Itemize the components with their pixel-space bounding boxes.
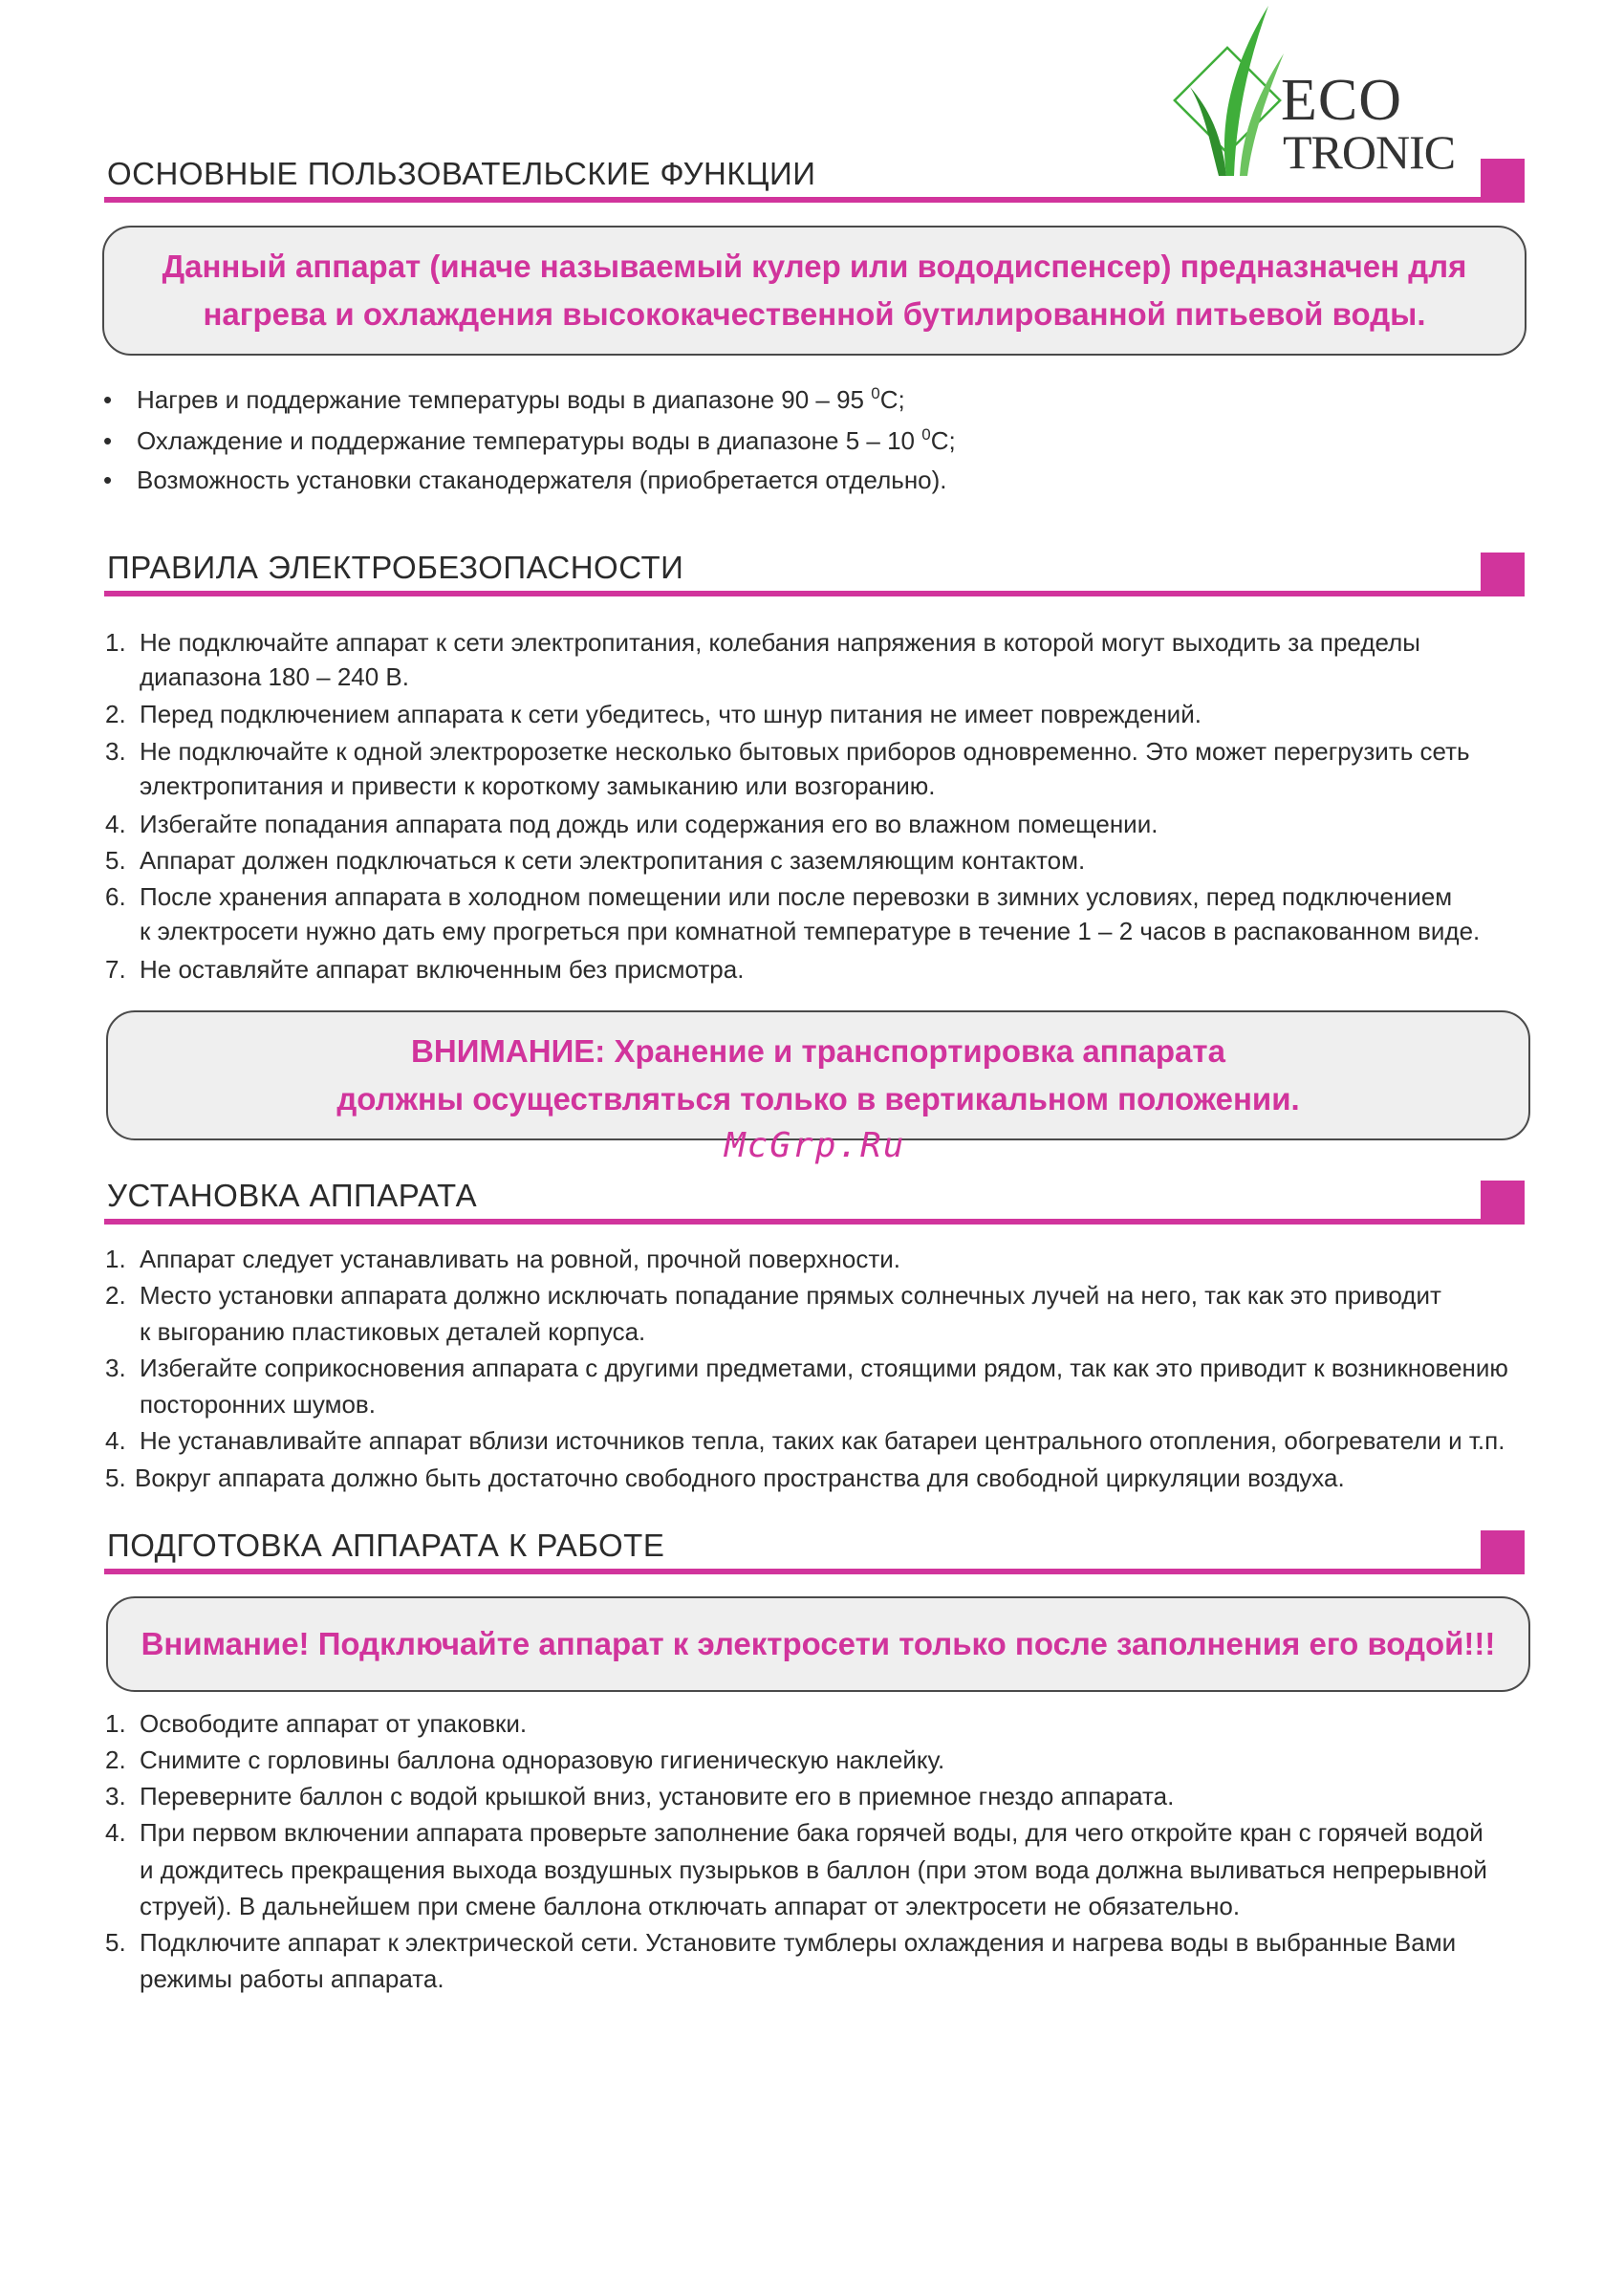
list-item-line: Аппарат должен подключаться к сети электропитания с заземляющим контактом. — [140, 846, 1086, 875]
section-title: УСТАНОВКА АППАРАТА — [107, 1178, 478, 1213]
list-item-line: к выгоранию пластиковых деталей корпуса. — [140, 1317, 646, 1346]
section-header-functions — [104, 153, 1525, 203]
list-item-line: к электросети нужно дать ему прогреться при комнатной температуре в течение 1 – 2 часов в распакованном виде. — [140, 917, 1481, 945]
item-number: 1. — [105, 628, 126, 657]
list-item-line: Аппарат следует устанавливать на ровной, прочной поверхности. — [140, 1245, 900, 1273]
section-rule — [104, 197, 1525, 203]
item-number: 2. — [105, 700, 126, 728]
list-item-line: Подключите аппарат к электрической сети. Установите тумблеры охлаждения и нагрева воды в выбранные Вами — [140, 1928, 1457, 1957]
list-item-line: электропитания и привести к короткому замыканию или возгоранию. — [140, 771, 936, 800]
section-rule — [104, 1219, 1525, 1225]
item-number: 1. — [105, 1245, 126, 1273]
bullet-text: Возможность установки стаканодержателя (приобретается отдельно). — [137, 466, 947, 494]
item-number: 5. — [105, 1463, 126, 1492]
item-number: 5. — [105, 1928, 126, 1957]
item-number: 2. — [105, 1281, 126, 1310]
bullet-icon: • — [103, 426, 113, 455]
item-number: 6. — [105, 882, 126, 911]
item-number: 3. — [105, 1354, 126, 1382]
section-tab — [1481, 1530, 1525, 1574]
item-number: 4. — [105, 1818, 126, 1847]
notice-line: нагрева и охлаждения высококачественной бутилированной питьевой воды. — [203, 296, 1426, 332]
list-item-line: диапазона 180 – 240 В. — [140, 662, 409, 691]
item-number: 3. — [105, 737, 126, 766]
list-item-line: режимы работы аппарата. — [140, 1964, 444, 1993]
list-item-line: Вокруг аппарата должно быть достаточно свободного пространства для свободной циркуляции воздуха. — [135, 1463, 1345, 1492]
section-title: ОСНОВНЫЕ ПОЛЬЗОВАТЕЛЬСКИЕ ФУНКЦИИ — [107, 156, 816, 191]
notice-box-purpose — [102, 226, 1527, 356]
item-number: 2. — [105, 1745, 126, 1774]
list-item-line: После хранения аппарата в холодном помещении или после перевозки в зимних условиях, перед подключением — [140, 882, 1453, 911]
item-number: 3. — [105, 1782, 126, 1810]
list-item-line: Место установки аппарата должно исключать попадание прямых солнечных лучей на него, так как это приводит — [140, 1281, 1441, 1310]
item-number: 5. — [105, 846, 126, 875]
bullet-item — [137, 426, 956, 455]
logo-text-eco: ECO — [1281, 68, 1402, 133]
list-item-line: Освободите аппарат от упаковки. — [140, 1709, 528, 1738]
bullet-item — [137, 385, 905, 414]
bullet-item — [137, 466, 947, 494]
item-number: 4. — [105, 1426, 126, 1455]
unit-text: С; — [879, 385, 905, 414]
list-item-line: Избегайте соприкосновения аппарата с другими предметами, стоящими рядом, так как это приводит к возникновению — [140, 1354, 1508, 1382]
item-number: 4. — [105, 810, 126, 838]
list-item-line: Не подключайте к одной электророзетке несколько бытовых приборов одновременно. Это может перегрузить сеть — [140, 737, 1470, 766]
list-item-line: При первом включении аппарата проверьте заполнение бака горячей воды, для чего откройте кран с горячей водой — [140, 1818, 1483, 1847]
notice-box-connect — [106, 1596, 1530, 1692]
list-item-line: Переверните баллон с водой крышкой вниз, установите его в приемное гнездо аппарата. — [140, 1782, 1175, 1810]
section-header-preparation — [104, 1525, 1525, 1574]
bullet-icon: • — [103, 385, 113, 414]
list-item-line: и дождитесь прекращения выхода воздушных пузырьков в баллон (при этом вода должна выливаться непрерывной — [140, 1855, 1487, 1884]
section-header-installation — [104, 1175, 1525, 1225]
section-rule — [104, 591, 1525, 596]
list-item-line: посторонних шумов. — [140, 1390, 376, 1419]
unit-text: С; — [930, 426, 956, 455]
list-item-line: струей). В дальнейшем при смене баллона отключать аппарат от электросети не обязательно. — [140, 1892, 1241, 1920]
list-item-line: Не подключайте аппарат к сети электропитания, колебания напряжения в которой могут выходить за пределы — [140, 628, 1420, 657]
list-item-line: Не оставляйте аппарат включенным без присмотра. — [140, 955, 745, 984]
section-rule — [104, 1569, 1525, 1574]
item-number: 1. — [105, 1709, 126, 1738]
degree-sup: 0 — [921, 425, 931, 444]
section-tab — [1481, 159, 1525, 203]
section-title: ПРАВИЛА ЭЛЕКТРОБЕЗОПАСНОСТИ — [107, 550, 684, 585]
section-title: ПОДГОТОВКА АППАРАТА К РАБОТЕ — [107, 1528, 665, 1563]
watermark: McGrp.Ru — [725, 1126, 906, 1165]
list-item-line: Не устанавливайте аппарат вблизи источников тепла, таких как батареи центрального отопления, обогреватели и т.п. — [140, 1426, 1505, 1455]
notice-line: Внимание! Подключайте аппарат к электросети только после заполнения его водой!!! — [141, 1626, 1496, 1661]
notice-line: должны осуществляться только в вертикальном положении. — [336, 1081, 1300, 1116]
list-item-line: Перед подключением аппарата к сети убедитесь, что шнур питания не имеет повреждений. — [140, 700, 1202, 728]
list-item-line: Избегайте попадания аппарата под дождь или содержания его во влажном помещении. — [140, 810, 1158, 838]
degree-sup: 0 — [871, 384, 880, 402]
bullet-text: Нагрев и поддержание температуры воды в диапазоне 90 – 95 — [137, 385, 864, 414]
list-item-line: Снимите с горловины баллона одноразовую гигиеническую наклейку. — [140, 1745, 945, 1774]
bullet-text: Охлаждение и поддержание температуры воды в диапазоне 5 – 10 — [137, 426, 916, 455]
section-tab — [1481, 1181, 1525, 1225]
notice-box-storage — [106, 1010, 1530, 1140]
logo-text-tronic: TRONIC — [1283, 125, 1456, 179]
section-header-safety — [104, 547, 1525, 596]
bullet-icon: • — [103, 466, 113, 494]
item-number: 7. — [105, 955, 126, 984]
notice-line: Данный аппарат (иначе называемый кулер или вододиспенсер) предназначен для — [162, 249, 1467, 284]
notice-line: ВНИМАНИЕ: Хранение и транспортировка аппарата — [411, 1033, 1225, 1069]
section-tab — [1481, 553, 1525, 596]
